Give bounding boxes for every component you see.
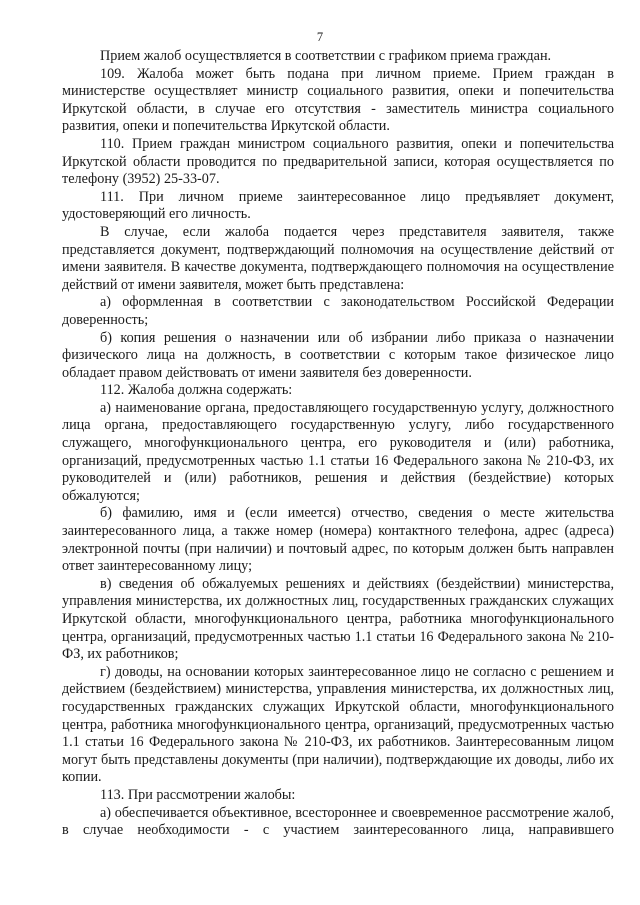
paragraph-112: 112. Жалоба должна содержать: bbox=[100, 382, 293, 399]
paragraph-representative: В случае, если жалоба подается через представителя заявителя, также представляется документ, подтверждающий полномочия на осуществление действий от имени заявителя. В качестве документа, подтверждающего полномочия на осуществление действий от имени заявителя, может быть представлена: bbox=[62, 223, 614, 293]
paragraph-109: 109. Жалоба может быть подана при личном приеме. Прием граждан в министерстве осуществляет министр социального развития, опеки и попечительства Иркутской области, в случае его отсутствия - заместитель министра социального развития, опеки и попечительства Иркутской области. bbox=[62, 65, 614, 135]
paragraph-110: 110. Прием граждан министром социального развития, опеки и попечительства Иркутской области проводится по предварительной записи, которая осуществляется по телефону (3952) 25-33-07. bbox=[62, 135, 614, 188]
paragraph-111-b: б) копия решения о назначении или об избрании либо приказа о назначении физического лица на должность, в соответствии с которым такое физическое лицо обладает правом действовать от имени заявителя без доверенности. bbox=[62, 329, 614, 381]
paragraph-113: 113. При рассмотрении жалобы: bbox=[100, 786, 296, 803]
document-body bbox=[62, 48, 614, 840]
paragraph-112-v: в) сведения об обжалуемых решениях и действиях (бездействии) министерства, управления министерства, их должностных лиц, государственных гражданских служащих Иркутской области, многофункционального центра, работника многофункционального центра, организаций, предусмотренных частью 1.1 статьи 16 Федерального закона № 210-ФЗ, их работников; bbox=[62, 575, 614, 663]
paragraph-112-b: б) фамилию, имя и (если имеется) отчество, сведения о месте жительства заинтересованного лица, а также номер (номера) контактного телефона, адрес (адреса) электронной почты (при наличии) и почтовый адрес, по которым должен быть направлен ответ заинтересованному лицу; bbox=[62, 505, 614, 575]
paragraph-111-a: а) оформленная в соответствии с законодательством Российской Федерации доверенность; bbox=[62, 294, 614, 328]
paragraph-schedule: Прием жалоб осуществляется в соответствии с графиком приема граждан. bbox=[100, 48, 552, 64]
page-number: 7 bbox=[316, 30, 324, 44]
paragraph-111: 111. При личном приеме заинтересованное лицо предъявляет документ, удостоверяющий его личность. bbox=[62, 188, 614, 223]
paragraph-112-a: а) наименование органа, предоставляющего государственную услугу, должностного лица органа, предоставляющего государственную услугу, либо государственного служащего, многофункционального центра, его руководителя и (или) работника, организаций, предусмотренных частью 1.1 статьи 16 Федерального закона № 210-ФЗ, их руководителей и (или) работников, решения и действия (бездействие) которых обжалуются; bbox=[62, 399, 614, 504]
paragraph-112-g: г) доводы, на основании которых заинтересованное лицо не согласно с решением и действием (бездействием) министерства, управления министерства, их должностных лиц, государственных гражданских служащих Иркутской области, многофункционального центра, работника многофункционального центра, организаций, предусмотренных частью 1.1 статьи 16 Федерального закона № 210-ФЗ, их работников. Заинтересованным лицом могут быть представлены документы (при наличии), подтверждающие их доводы, либо их копии. bbox=[62, 663, 614, 786]
paragraph-113-a: а) обеспечивается объективное, всестороннее и своевременное рассмотрение жалоб, в случае необходимости - с участием заинтересованного лица, направившего bbox=[62, 804, 614, 839]
